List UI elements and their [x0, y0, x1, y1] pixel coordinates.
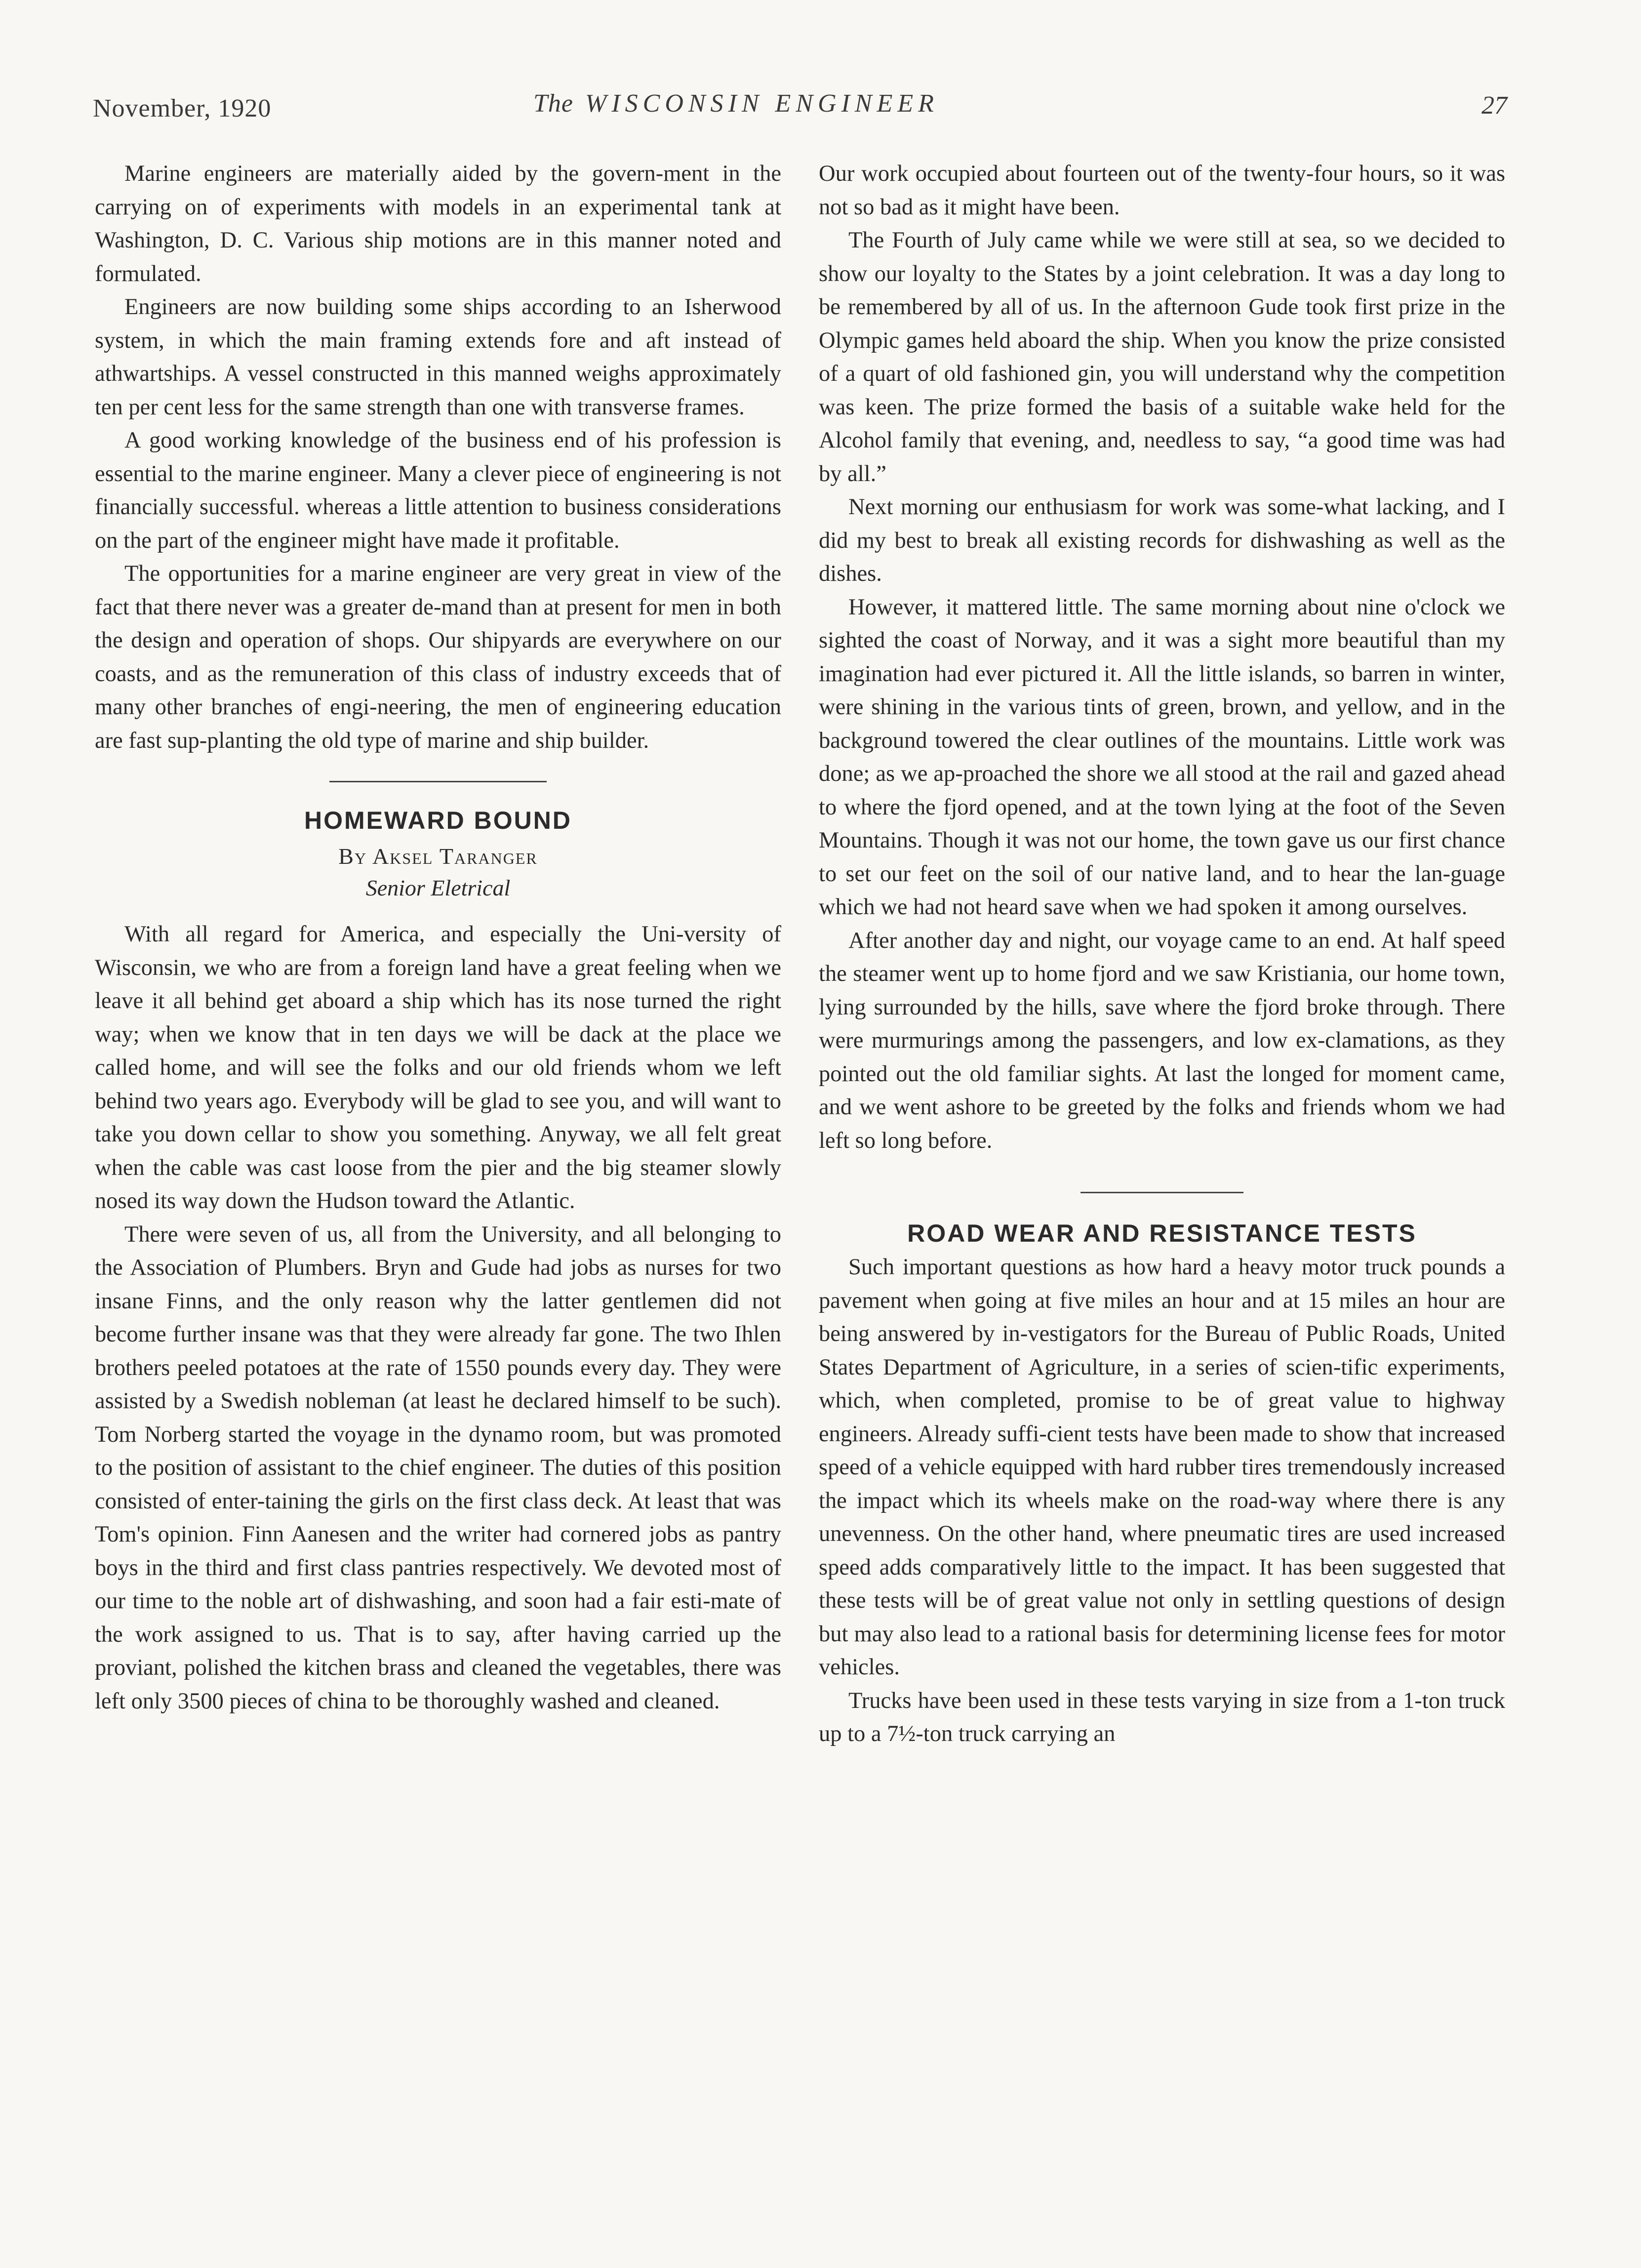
road-wear-paragraph-2: Trucks have been used in these tests varying in size from a 1-ton truck up to a 7½-ton truck carrying an: [819, 1688, 1505, 1746]
homeward-paragraph-2: There were seven of us, all from the University, and all belonging to the Association of Plumbers. Bryn and Gude had jobs as nurses for two insane Finns, and the only reason why the latter gentlemen did not become further insane was that they were already far gone. The two Ihlen brothers peeled potatoes at the rate of 1550 pounds every day. They were assisted by a Swedish nobleman (at least he declared himself to be such). Tom Norberg started the voyage in the dynamo room, but was promoted to the position of assistant to the chief engineer. The duties of this position consisted of enter-taining the girls on the first class deck. At least that was Tom's opinion. Finn Aanesen and the writer had cornered jobs as pantry boys in the third and first class pantries respectively. We devoted most of our time to the noble art of dishwashing, and soon had a fair esti-mate of the work assigned to us. That is to say, after having carried up the proviant, polished the kitchen brass and cleaned the vegetables, there was left only 3500 pieces of china to be thoroughly washed and cleaned.: [95, 1221, 781, 1714]
homeward-continuation-2: The Fourth of July came while we were still at sea, so we decided to show our loyalty to the States by a joint celebration. It was a day long to be remembered by all of us. In the afternoon Gude took first prize in the Olympic games held aboard the ship. When you know the prize consisted of a quart of old fashioned gin, you will understand why the competition was keen. The prize formed the basis of a suitable wake held for the Alcohol family that evening, and, needless to say, “a good time was had by all.”: [819, 228, 1505, 486]
section-divider: [329, 781, 547, 782]
article-byline: By Aksel Taranger: [338, 844, 538, 869]
left-column: [95, 157, 781, 1718]
journal-title: [533, 89, 939, 118]
marine-paragraph-1: Marine engineers are materially aided by the govern-ment in the carrying on of experiments with models in an experimental tank at Washington, D. C. Various ship motions are in this manner noted and formulated.: [95, 161, 781, 286]
journal-title-name: WISCONSIN ENGINEER: [585, 89, 939, 118]
homeward-continuation-1: Our work occupied about fourteen out of the twenty-four hours, so it was not so bad as it might have been.: [819, 161, 1505, 220]
marine-paragraph-2: Engineers are now building some ships according to an Isherwood system, in which the main framing extends fore and aft instead of athwartships. A vessel constructed in this manned weighs approximately ten per cent less for the same strength than one with transverse frames.: [95, 294, 781, 420]
homeward-continuation-4: However, it mattered little. The same morning about nine o'clock we sighted the coast of Norway, and it was a sight more beautiful than my imagination had ever pictured it. All the little islands, so barren in winter, were shining in the various tints of green, brown, and yellow, and in the background towered the clear outlines of the mountains. Little work was done; as we ap-proached the shore we all stood at the rail and gazed ahead to where the fjord opened, and at the town lying at the foot of the Seven Mountains. Though it was not our home, the town gave us our first chance to set our feet on the soil of our native land, and to hear the lan-guage which we had not heard save when we had spoken it among ourselves.: [819, 594, 1505, 920]
marine-paragraph-4: The opportunities for a marine engineer are very great in view of the fact that there never was a greater de-mand than at present for men in both the design and operation of shops. Our shipyards are everywhere on our coasts, and as the remuneration of this class of industry exceeds that of many other branches of engi-neering, the men of engineering education are fast sup-planting the old type of marine and ship builder.: [95, 561, 781, 753]
running-head: [0, 89, 1641, 133]
journal-title-article: The: [533, 89, 573, 118]
road-wear-paragraph-1: Such important questions as how hard a heavy motor truck pounds a pavement when going at five miles an hour and at 15 miles an hour are being answered by in-vestigators for the Bureau of Public Roads, United States Department of Agriculture, in a series of scien-tific experiments, which, when completed, promise to be of great value to highway engineers. Already suffi-cient tests have been made to show that increased speed of a vehicle equipped with hard rubber tires tremendously increased the impact which its wheels make on the road-way where there is any unevenness. On the other hand, where pneumatic tires are used increased speed adds comparatively little to the impact. It has been suggested that these tests will be of great value not only in settling questions of design but may also lead to a rational basis for determining license fees for motor vehicles.: [819, 1255, 1505, 1680]
article-title-road-wear: ROAD WEAR AND RESISTANCE TESTS: [907, 1219, 1417, 1247]
homeward-continuation-5: After another day and night, our voyage came to an end. At half speed the steamer went up to home fjord and we saw Kristiania, our home town, lying surrounded by the hills, save where the fjord broke through. There were murmurings among the passengers, and low ex-clamations, as they pointed out the old familiar sights. At last the longed for moment came, and we went ashore to be greeted by the folks and friends whom we had left so long before.: [819, 928, 1505, 1153]
homeward-paragraph-1: With all regard for America, and especially the Uni-versity of Wisconsin, we who are from a foreign land have a great feeling when we leave it all behind get aboard a ship which has its nose turned the right way; when we know that in ten days we will be dack at the place we called home, and will see the folks and our old friends whom we left behind two years ago. Everybody will be glad to see you, and will want to take you down cellar to show you something. Anyway, we all felt great when the cable was cast loose from the pier and the big steamer slowly nosed its way down the Hudson toward the Atlantic.: [95, 922, 781, 1214]
homeward-continuation-3: Next morning our enthusiasm for work was some-what lacking, and I did my best to break all existing records for dishwashing as well as the dishes.: [819, 494, 1505, 586]
article-title-homeward-bound: HOMEWARD BOUND: [304, 807, 572, 834]
section-divider: [1081, 1192, 1243, 1193]
page-number: 27: [1481, 91, 1507, 120]
right-column: [819, 157, 1505, 1751]
author-affiliation: Senior Eletrical: [365, 875, 511, 900]
issue-date: November, 1920: [93, 94, 272, 122]
marine-paragraph-3: A good working knowledge of the business end of his profession is essential to the marine engineer. Many a clever piece of engineering is not financially successful. whereas a little attention to business considerations on the part of the engineer might have made it profitable.: [95, 428, 781, 553]
